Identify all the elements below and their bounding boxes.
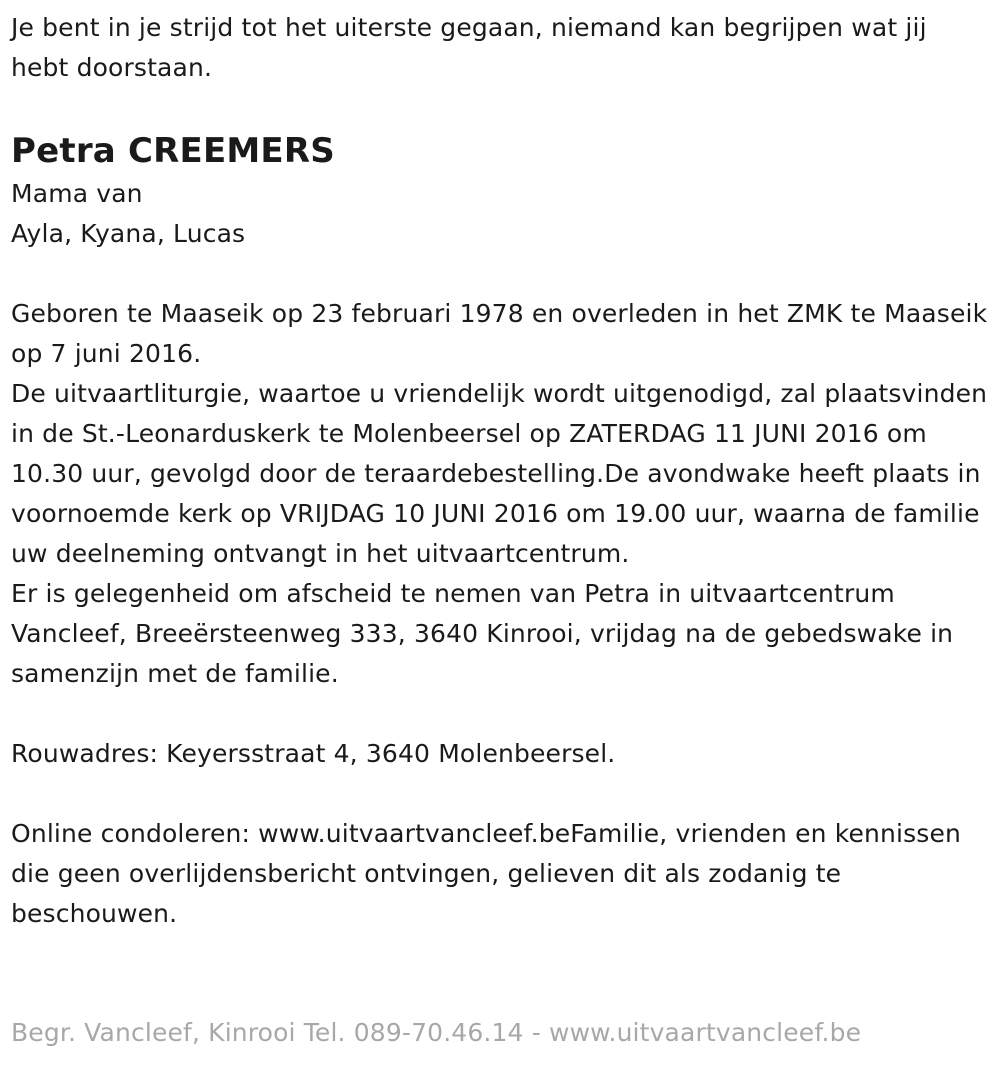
funeral-details: De uitvaartliturgie, waartoe u vriendelijk wordt uitgenodigd, zal plaatsvinden in de St.-Leonarduskerk te Molenbeersel op ZATERDAG 11 JUNI 2016 om 10.30 uur, gevolgd door de teraardebestelling.De avondwake heeft plaats in voornoemde kerk op VRIJDAG 10 JUNI 2016 om 19.00 uur, waarna de familie uw deelneming ontvangt in het uitvaartcentrum. <box>11 379 988 568</box>
spacer <box>11 774 990 814</box>
birth-death-details: Geboren te Maaseik op 23 februari 1978 en overleden in het ZMK te Maaseik op 7 juni 2016. <box>11 299 988 368</box>
spacer <box>11 254 990 294</box>
condolences-text: Online condoleren: www.uitvaartvancleef.beFamilie, vrienden en kennissen die geen overlijdensbericht ontvingen, gelieven dit als zodanig te beschouwen. <box>11 819 961 928</box>
funeral-home-footer: Begr. Vancleef, Kinrooi Tel. 089-70.46.14 - www.uitvaartvancleef.be <box>11 1018 862 1047</box>
mourning-address: Rouwadres: Keyersstraat 4, 3640 Molenbeersel. <box>11 739 616 768</box>
farewell-details: Er is gelegenheid om afscheid te nemen van Petra in uitvaartcentrum Vancleef, Breeërsteenweg 333, 3640 Kinrooi, vrijdag na de gebedswake in samenzijn met de familie. <box>11 579 954 688</box>
children-names: Ayla, Kyana, Lucas <box>11 219 246 248</box>
relation-label: Mama van <box>11 179 143 208</box>
deceased-name: Petra CREEMERS <box>11 131 335 171</box>
opening-quote: Je bent in je strijd tot het uiterste gegaan, niemand kan begrijpen wat jij hebt doorstaan. <box>11 13 927 82</box>
spacer <box>11 694 990 734</box>
